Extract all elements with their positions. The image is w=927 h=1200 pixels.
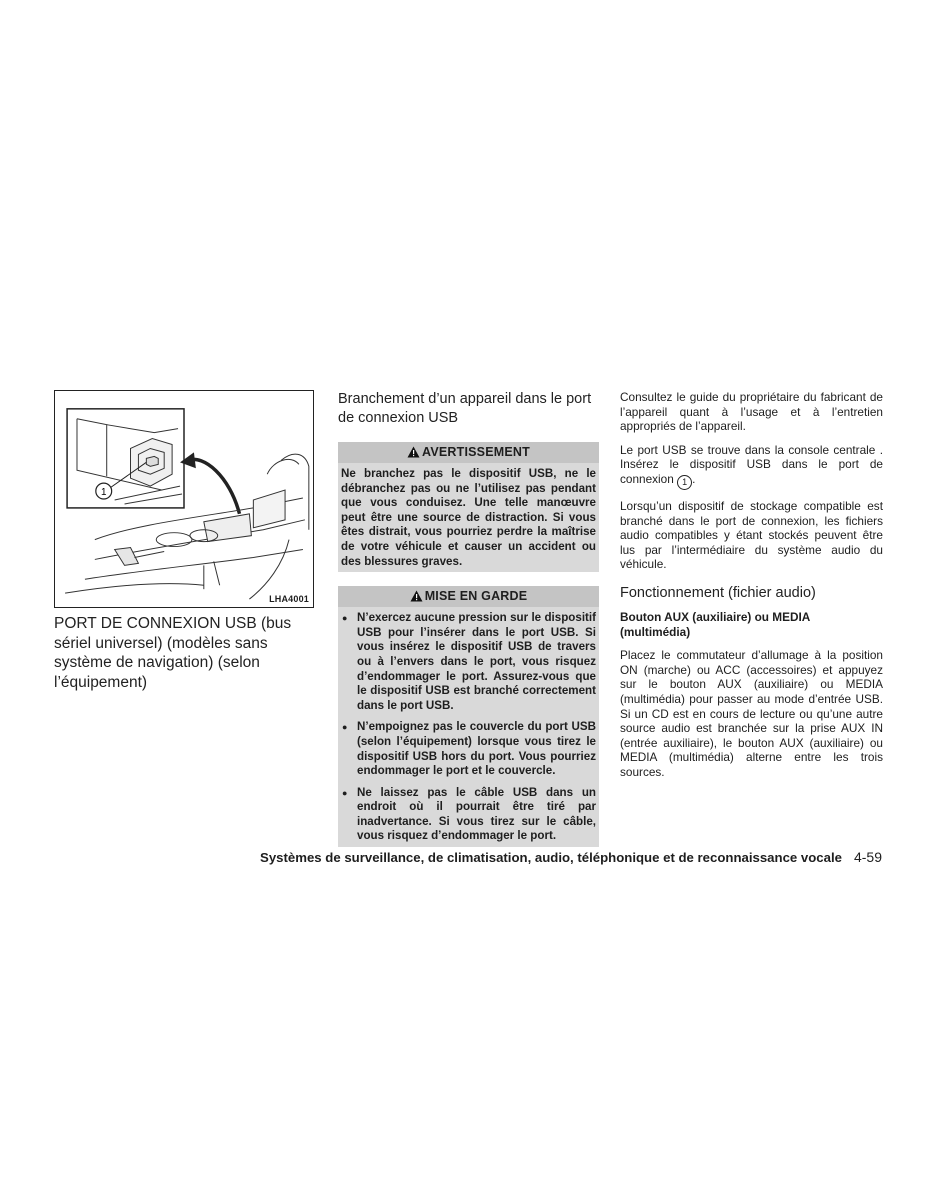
warning-triangle-icon [410,590,423,605]
caution-box [338,586,599,847]
warnings-column [338,390,599,861]
caution-item: ● N’exercez aucune pression sur le dispositif USB pour l’insérer dans le port USB. Si vous insérez le dispositif USB de travers ou à l’envers dans le port, vous risquez d’endommager le port. Assurez-vous que le dispositif USB est branché correctement dans le port USB. [341,611,596,713]
warning-title: AVERTISSEMENT [422,445,530,459]
paragraph-guide: Consultez le guide du propriétaire du fabricant de l’appareil quant à l’usage et à l’entretien appropriés de l’appareil. [620,390,883,434]
warning-box [338,442,599,572]
page-footer [260,849,882,865]
section-title: Branchement d’un appareil dans le port de connexion USB [338,391,592,426]
paragraph-usb-location [620,443,883,490]
console-drawing [55,391,313,607]
figure-caption: PORT DE CONNEXION USB (bus sériel universel) (modèles sans système de navigation) (selon l’équipement) [54,615,292,691]
subsection-title: Fonctionnement (fichier audio) [620,584,816,601]
warning-triangle-icon [407,446,420,461]
caution-title: MISE EN GARDE [424,589,528,604]
caution-item: ● N’empoignez pas le couvercle du port USB (selon l’équipement) lorsque vous tirez le dispositif USB hors du port. Vous pourriez endommager le port et le couvercle. [341,720,596,778]
paragraph-aux-media: Placez le commutateur d’allumage à la position ON (marche) ou ACC (accessoires) et appuyez sur le bouton AUX (auxiliaire) ou MEDIA (multimédia) pour passer au mode d’entrée USB. Si un CD est en cours de lecture ou qu’une autre source audio est branchée sur la prise AUX IN (entrée auxiliaire), le bouton AUX (auxiliaire) ou MEDIA (multimédia) alterne entre les trois sources. [620,648,883,779]
caution-item: ● Ne laissez pas le câble USB dans un endroit où il pourrait être tiré par inadvertance. Si vous tirez sur le câble, vous risquez d’endommager le port. [341,786,596,844]
caution-header [338,586,599,607]
warning-header [338,442,599,463]
footer-title: Systèmes de surveillance, de climatisation, audio, téléphonique et de reconnaissance vocale [260,850,842,865]
usb-port-illustration [54,390,314,608]
page-number: 4-59 [853,849,882,865]
warning-text: Ne branchez pas le dispositif USB, ne le débranchez pas ou ne l’utilisez pas pendant que vous conduisez. Une telle manœuvre peut être une source de distraction. Si vous êtes distrait, vous pourriez perdre la maîtrise de votre véhicule et causer un accident ou des blessures graves. [341,467,596,568]
figure-column [54,390,316,692]
callout-number: 1 [100,487,107,499]
usb-location-end: . [692,471,696,486]
figure-id: LHA4001 [269,594,309,604]
bold-heading: Bouton AUX (auxiliaire) ou MEDIA (multimédia) [620,609,810,639]
text-column [620,390,883,788]
paragraph-storage: Lorsqu’un dispositif de stockage compatible est branché dans le port de connexion, les fichiers audio compatibles y étant stockés peuvent être lus par l’intermédiaire du système audio du véhicule. [620,498,883,572]
usb-location-text: Le port USB se trouve dans la console centrale . Insérez le dispositif USB dans le port de connexion [620,442,883,486]
caution-list [338,607,599,847]
callout-reference: 1 [677,475,692,490]
